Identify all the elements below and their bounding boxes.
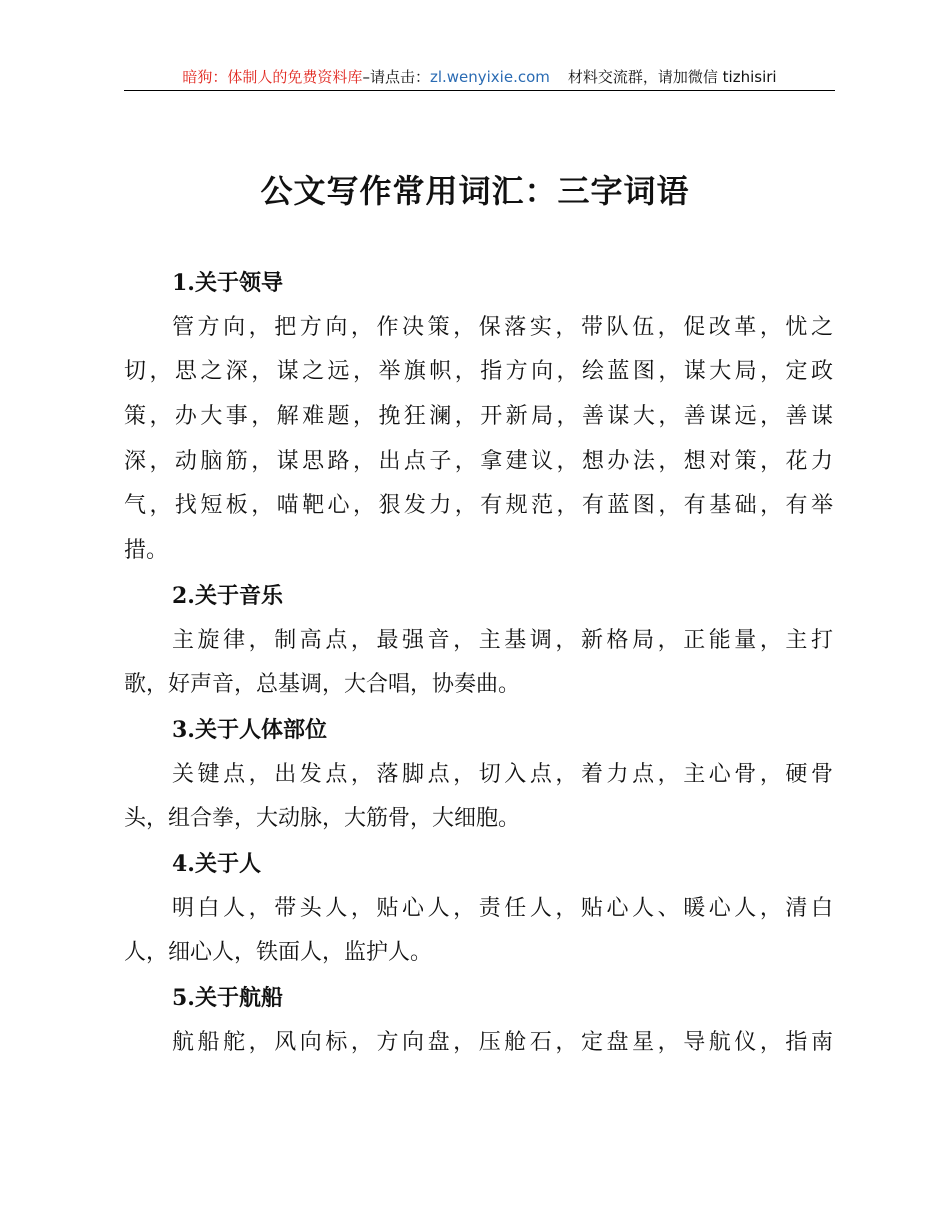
paragraph-line: 策，办大事，解难题，挽狂澜，开新局，善谋大，善谋远，善谋 (124, 404, 833, 430)
header-link[interactable]: zl.wenyixie.com (429, 68, 550, 86)
page-header (124, 66, 835, 87)
section-heading: 2.关于音乐 (172, 582, 283, 609)
paragraph-line: 关键点，出发点，落脚点，切入点，着力点，主心骨，硬骨 (172, 761, 833, 787)
paragraph-line: 措。 (124, 538, 169, 564)
section-heading: 5.关于航船 (172, 985, 283, 1011)
paragraph-line: 管方向，把方向，作决策，保落实，带队伍，促改革，忧之 (172, 314, 833, 340)
paragraph-line: 气，找短板，喵靶心，狠发力，有规范，有蓝图，有基础，有举 (124, 493, 833, 519)
header-site-name: 暗狗：体制人的免费资料库 (182, 68, 363, 86)
section-heading: 4.关于人 (172, 850, 261, 877)
section-heading: 3.关于人体部位 (172, 716, 327, 743)
paragraph-line: 人，细心人，铁面人，监护人。 (124, 940, 433, 966)
paragraph-line: 主旋律，制高点，最强音，主基调，新格局，正能量，主打 (172, 627, 833, 653)
header-click-text: –请点击： (362, 68, 430, 86)
paragraph-line: 深，动脑筋，谋思路，出点子，拿建议，想办法，想对策，花力 (124, 448, 833, 474)
section-heading: 1.关于领导 (172, 270, 283, 296)
document-body (124, 261, 833, 1065)
paragraph-line: 切，思之深，谋之远，举旗帜，指方向，绘蓝图，谋大局，定政 (124, 359, 833, 385)
paragraph-line: 头，组合拳，大动脉，大筋骨，大细胞。 (124, 806, 521, 832)
paragraph-line: 航船舵，风向标，方向盘，压舱石，定盘星，导航仪，指南 (172, 1029, 833, 1055)
header-divider (124, 90, 835, 91)
paragraph-line: 歌，好声音，总基调，大合唱，协奏曲。 (124, 672, 521, 698)
paragraph-line: 明白人，带头人，贴心人，责任人，贴心人、暖心人，清白 (172, 895, 833, 921)
header-group-text: 材料交流群，请加微信 tizhisiri (567, 68, 777, 86)
document-title: 公文写作常用词汇：三字词语 (260, 172, 690, 210)
